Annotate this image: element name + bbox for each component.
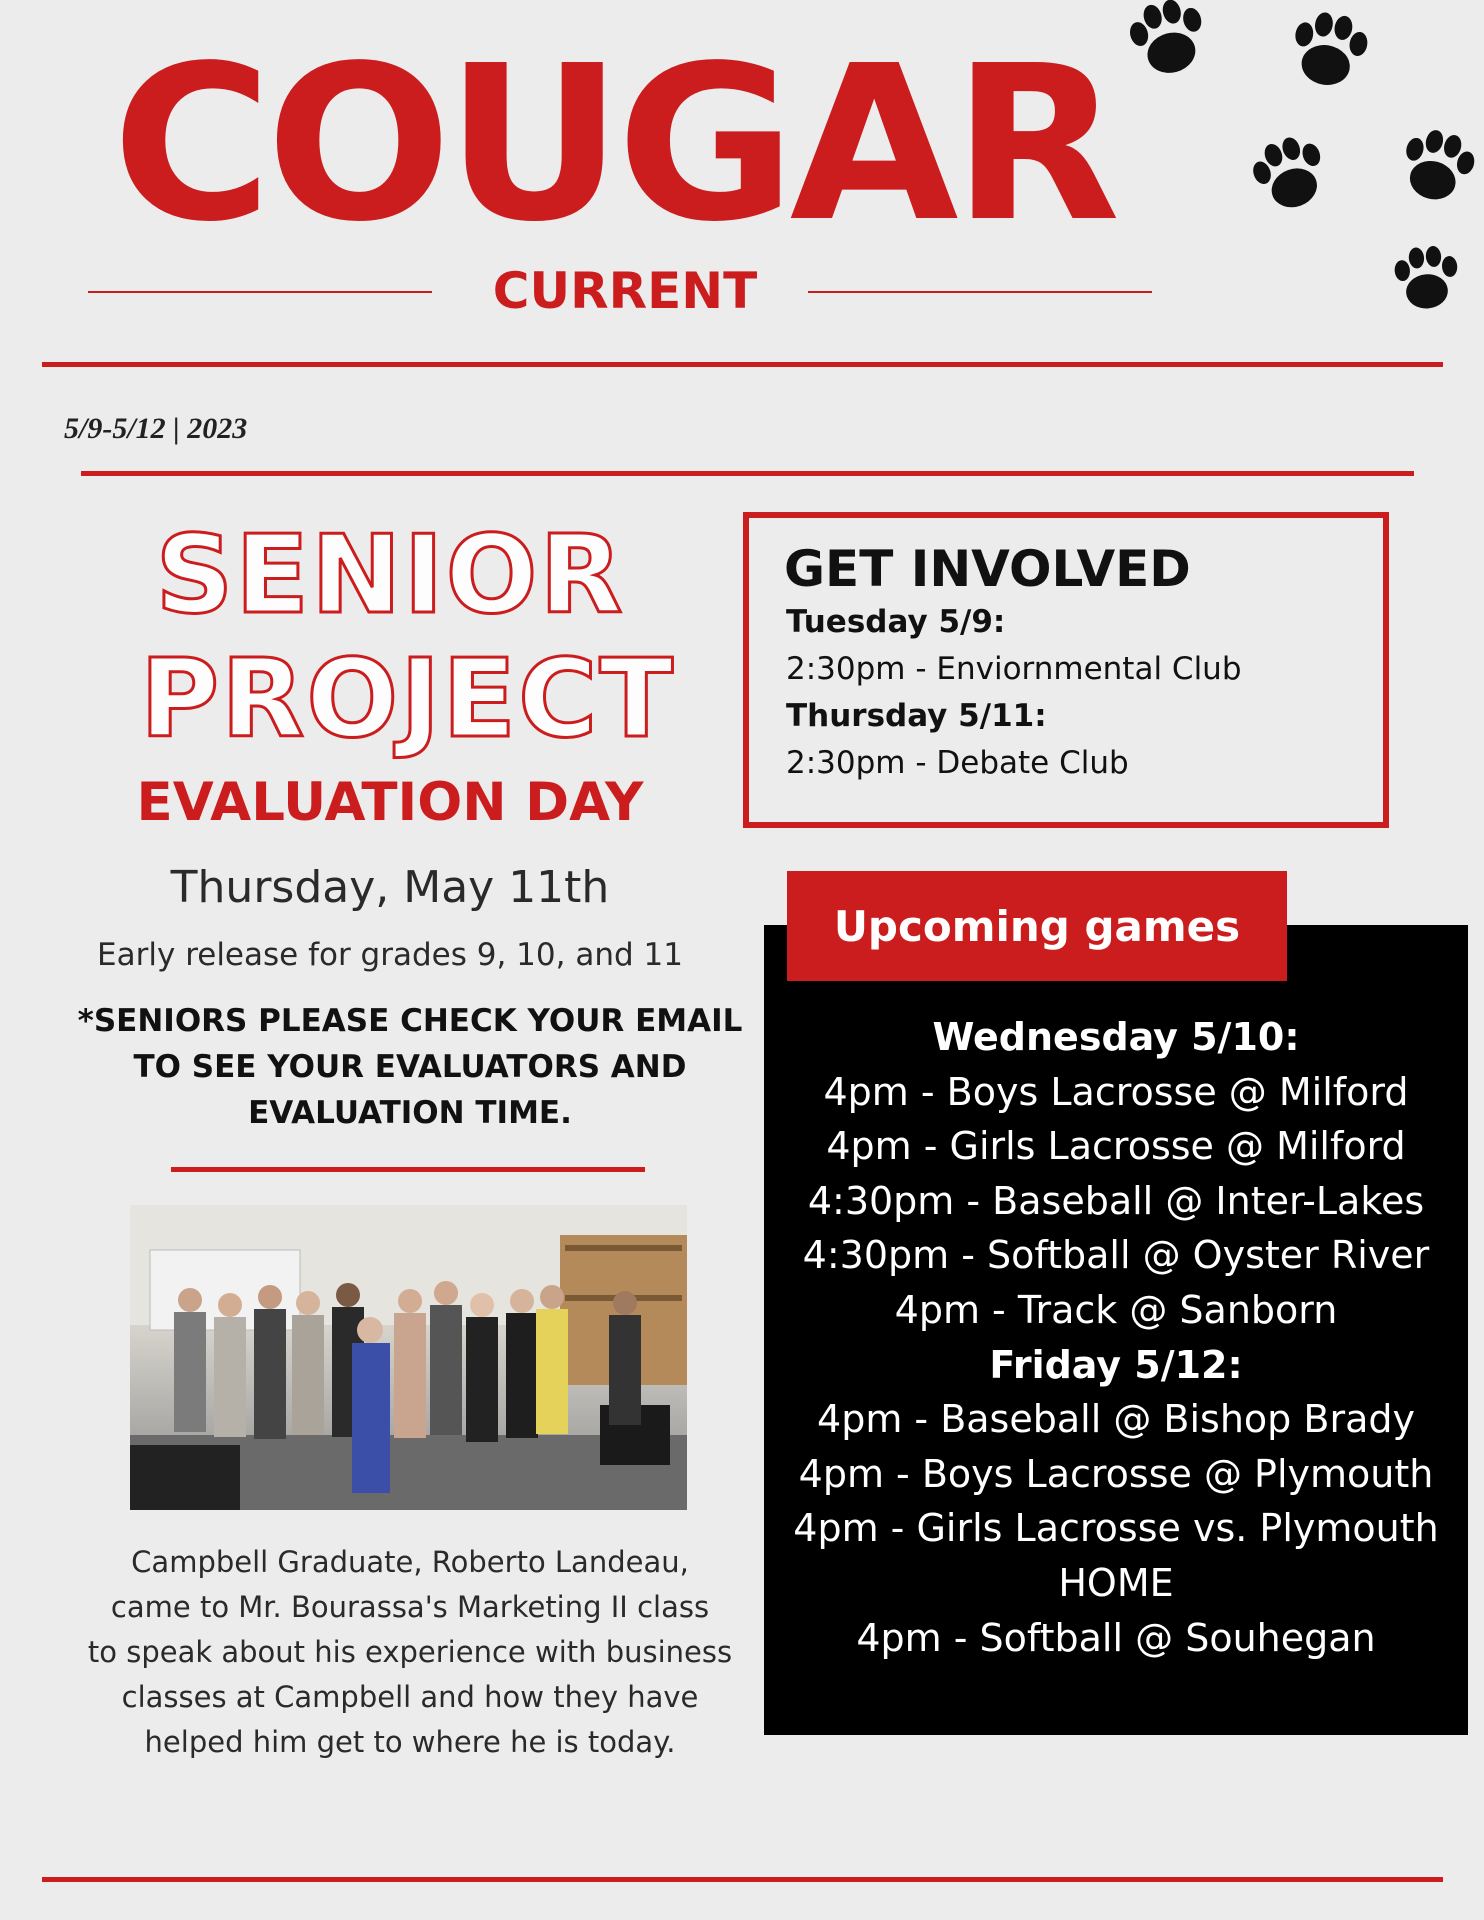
games-day-heading: Friday 5/12:: [989, 1342, 1243, 1387]
paw-icon: [1393, 244, 1461, 311]
footer-divider: [42, 1877, 1443, 1882]
evaluation-date: Thursday, May 11th: [170, 862, 610, 913]
game-entry: 4pm - Boys Lacrosse @ Plymouth: [798, 1451, 1434, 1496]
get-involved-day: Tuesday 5/9:: [786, 604, 1006, 640]
photo-caption: [70, 1540, 750, 1765]
evaluation-day-heading: EVALUATION DAY: [136, 772, 644, 833]
game-entry: 4pm - Girls Lacrosse @ Milford: [826, 1124, 1406, 1169]
notice-line: TO SEE YOUR EVALUATORS AND: [133, 1049, 687, 1085]
notice-line: EVALUATION TIME.: [248, 1095, 572, 1131]
paw-prints-decoration: [1100, 0, 1484, 330]
masthead-left-rule: [88, 291, 432, 293]
notice-divider: [171, 1167, 645, 1172]
paw-icon: [1395, 124, 1480, 208]
early-release-note: Early release for grades 9, 10, and 11: [97, 937, 683, 973]
group-photo-illustration: [130, 1205, 687, 1510]
caption-line: helped him get to where he is today.: [144, 1725, 676, 1759]
game-entry: 4:30pm - Baseball @ Inter-Lakes: [807, 1178, 1425, 1223]
senior-project-line2: PROJECT: [140, 637, 676, 762]
get-involved-event: 2:30pm - Debate Club: [786, 745, 1129, 781]
caption-line: to speak about his experience with business: [87, 1635, 733, 1669]
issue-date-range: 5/9-5/12 | 2023: [64, 412, 248, 445]
game-entry: 4pm - Girls Lacrosse vs. Plymouth: [793, 1506, 1439, 1551]
caption-line: classes at Campbell and how they have: [121, 1680, 699, 1714]
upcoming-games-title: Upcoming games: [787, 871, 1287, 981]
game-entry: 4pm - Track @ Sanborn: [894, 1287, 1338, 1332]
paw-icon: [1124, 0, 1213, 81]
get-involved-event: 2:30pm - Enviornmental Club: [786, 651, 1242, 687]
masthead-title: COUGAR: [112, 20, 1115, 269]
notice-line: *SENIORS PLEASE CHECK YOUR EMAIL: [77, 1003, 743, 1039]
senior-project-line1: SENIOR: [155, 513, 625, 638]
masthead-subtitle: CURRENT: [492, 262, 758, 320]
paw-icon: [1288, 8, 1372, 91]
game-entry: 4pm - Boys Lacrosse @ Milford: [823, 1069, 1409, 1114]
paw-icon: [1246, 129, 1334, 217]
games-day-heading: Wednesday 5/10:: [932, 1015, 1300, 1059]
get-involved-day: Thursday 5/11:: [786, 698, 1047, 734]
game-entry: HOME: [1058, 1560, 1174, 1605]
header-divider: [42, 362, 1443, 367]
seniors-email-notice: [60, 998, 760, 1136]
get-involved-title: GET INVOLVED: [784, 540, 1191, 598]
caption-line: came to Mr. Bourassa's Marketing II class: [110, 1590, 710, 1624]
game-entry: 4pm - Softball @ Souhegan: [856, 1615, 1376, 1660]
upcoming-games-list: [764, 1010, 1468, 1665]
class-group-photo: [130, 1205, 687, 1510]
date-divider: [81, 471, 1414, 476]
game-entry: 4:30pm - Softball @ Oyster River: [802, 1233, 1430, 1278]
caption-line: Campbell Graduate, Roberto Landeau,: [131, 1545, 689, 1579]
game-entry: 4pm - Baseball @ Bishop Brady: [817, 1397, 1415, 1442]
